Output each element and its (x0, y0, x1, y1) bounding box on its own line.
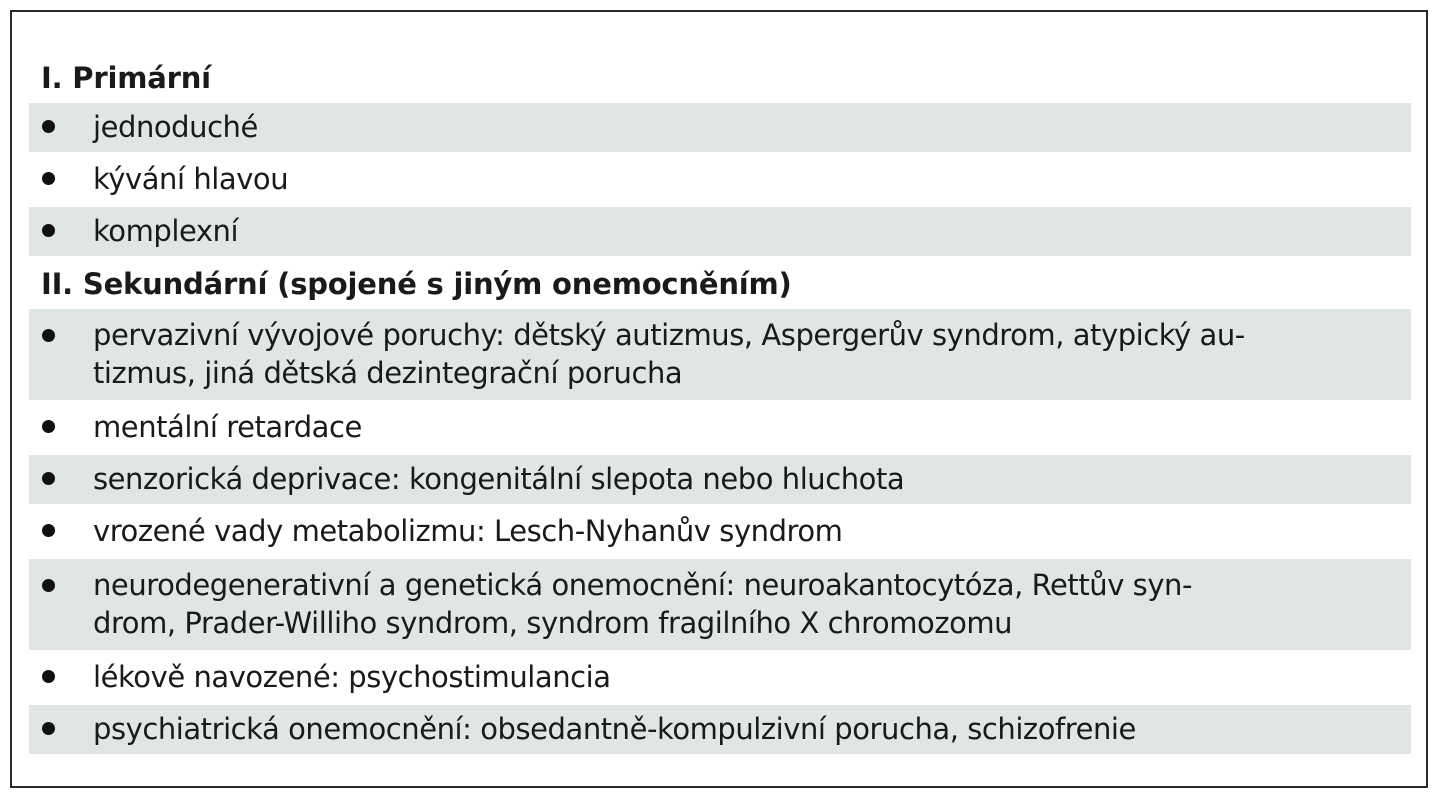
bullet-icon (42, 420, 55, 433)
list-item (29, 103, 1411, 152)
list-item-text: kývání hlavou (93, 162, 289, 196)
list-item-text: komplexní (93, 214, 239, 248)
list-item-text: mentální retardace (93, 410, 362, 444)
list-item-text: psychiatrická onemocnění: obsedantně-kompulzivní porucha, schizofrenie (93, 712, 1136, 746)
list-item-text-line-1: neurodegenerativní a genetická onemocnění: neuroakantocytóza, Rettův syn- (93, 568, 1192, 602)
section-heading-primary: I. Primární (41, 61, 211, 95)
list-item (29, 403, 1411, 452)
list-item (29, 507, 1411, 556)
list-item (29, 653, 1411, 702)
list-item-text-line-2: tizmus, jiná dětská dezintegrační porucha (93, 356, 683, 390)
bullet-icon (42, 172, 55, 185)
list-item-text: vrozené vady metabolizmu: Lesch-Nyhanův syndrom (93, 514, 843, 548)
table-body (29, 54, 1411, 757)
list-item (29, 705, 1411, 754)
classification-table (10, 10, 1428, 788)
bullet-icon (42, 670, 55, 683)
list-item (29, 155, 1411, 204)
list-item (29, 207, 1411, 256)
bullet-icon (42, 524, 55, 537)
list-item (29, 309, 1411, 400)
bullet-icon (42, 329, 55, 342)
list-item (29, 559, 1411, 650)
bullet-icon (42, 120, 55, 133)
list-item-text: lékově navozené: psychostimulancia (93, 660, 611, 694)
list-item-text-line-1: pervazivní vývojové poruchy: dětský autizmus, Aspergerův syndrom, atypický au- (93, 318, 1245, 352)
bullet-icon (42, 472, 55, 485)
bullet-icon (42, 579, 55, 592)
list-item-text-line-2: drom, Prader-Williho syndrom, syndrom fragilního X chromozomu (93, 606, 1013, 640)
section-heading-secondary: II. Sekundární (spojené s jiným onemocněním) (41, 267, 792, 301)
bullet-icon (42, 224, 55, 237)
list-item-text: jednoduché (93, 110, 258, 144)
list-item (29, 455, 1411, 504)
bullet-icon (42, 722, 55, 735)
list-item-text: senzorická deprivace: kongenitální slepota nebo hluchota (93, 462, 905, 496)
